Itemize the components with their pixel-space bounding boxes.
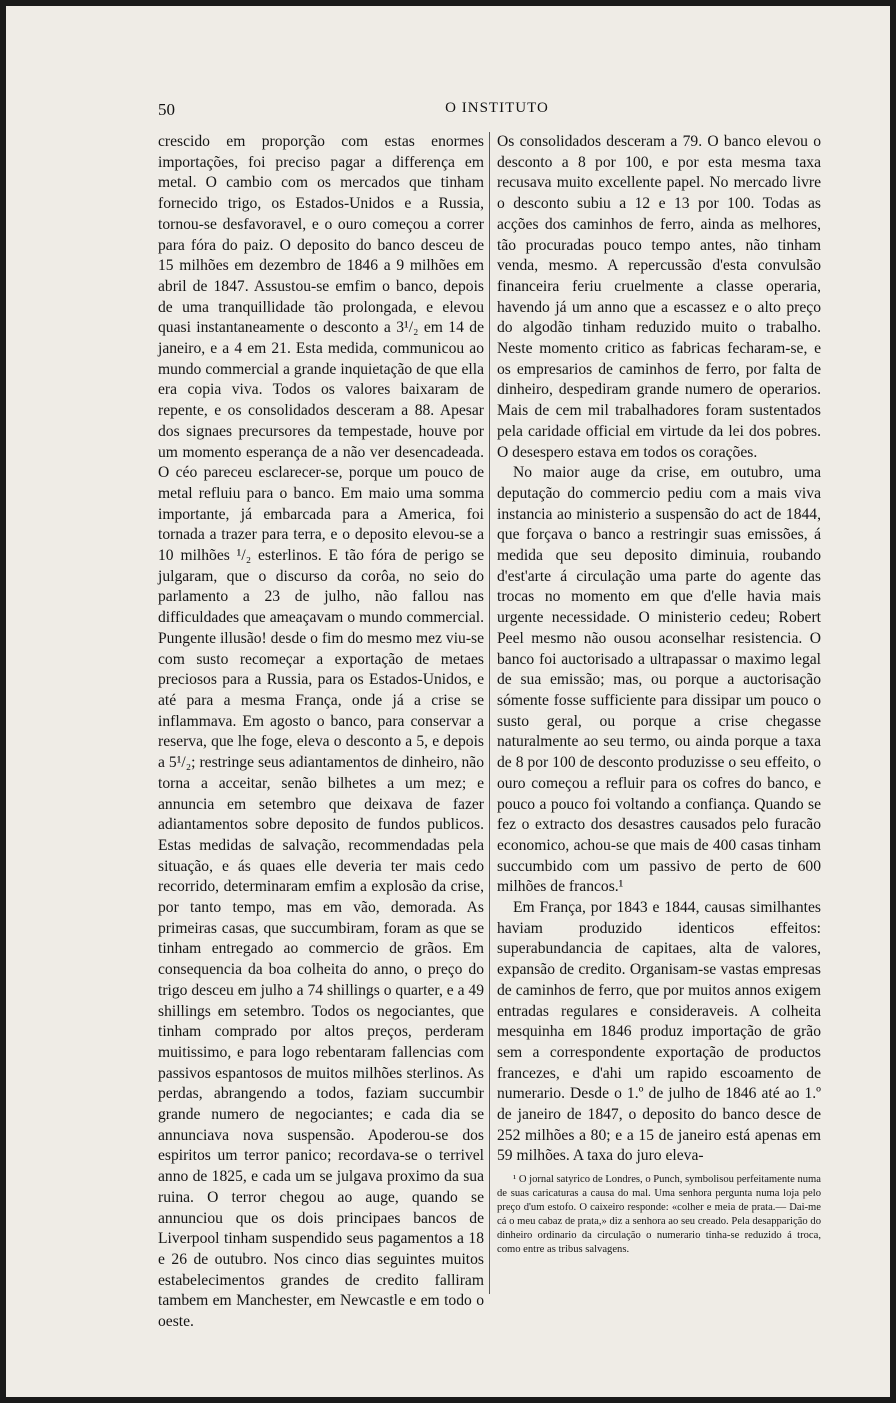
right-paragraph-2: No maior auge da crise, em outubro, uma deputação do commercio pediu com a mais viva instancia ao ministerio a suspensão do act de 1844, que forçava o banco a restringir suas emissões, á medida que seu deposito diminuia, roubando d'est'arte á circulação uma parte do agente das trocas no momento em que d'elle havia mais urgente necessidade. O ministerio cedeu; Robert Peel mesmo não ousou aconselhar resistencia. O banco foi auctorisado a ultrapassar o maximo legal de sua emissão; mas, ou porque a auctorisação sómente fosse sufficiente para dissipar um pouco o susto geral, ou porque a crise chegasse naturalmente ao seu termo, ou ainda porque a taxa de 8 por 100 de desconto produzisse o seu effeito, o ouro começou a refluir para os cofres do banco, e pouco a pouco foi voltando a confiança. Quando se fez o extracto dos desastres causados pelo furacão economico, achou-se que mais de 400 casas tinham succumbido com um passivo de perto de 600 milhões de francos.¹ — [497, 464, 821, 896]
right-column — [497, 132, 821, 1257]
left-paragraph-1: crescido em proporção com estas enormes importações, foi preciso pagar a differença em metal. O cambio com os mercados que tinham fornecido trigo, os Estados-Unidos e a Russia, tornou-se desfavoravel, e o ouro começou a correr para fóra do paiz. O deposito do banco desceu de 15 milhões em dezembro de 1846 a 9 milhões em abril de 1847. Assustou-se emfim o banco, depois de uma tranquillidade tão prolongada, e elevou quasi instantaneamente o desconto a 3¹/₂ em 14 de janeiro, e a 4 em 21. Esta medida, communicou ao mundo commercial a grande inquietação de que ella era copia viva. Todos os valores baixaram de repente, e os consolidados desceram a 88. Apesar dos signaes precursores da tempestade, houve por um momento esperança de a não ver desencadeada. O céo pareceu esclarecer-se, porque um pouco de metal refluiu para o banco. Em maio uma somma importante, já embarcada para a America, foi tornada a trazer para terra, e o deposito elevou-se a 10 milhões ¹/₂ esterlinos. E tão fóra de perigo se julgaram, que o discurso da corôa, no seio do parlamento a 23 de julho, não fallou nas difficuldades que ameaçavam o mundo commercial. Pungente illusão! desde o fim do mesmo mez viu-se com susto recomeçar a exportação de metaes preciosos para a Russia, para os Estados-Unidos, e até para a mesma França, onde já a crise se inflammava. Em agosto o banco, para conservar a reserva, que lhe foge, eleva o desconto a 5, e depois a 5¹/₂; restringe seus adiantamentos de dinheiro, não torna a acceitar, senão bilhetes a um mez; e annuncia em setembro que deixava de fazer adiantamentos sobre deposito de fundos publicos. Estas medidas de salvação, recommendadas pela situação, e ás quaes elle deveria ter mais cedo recorrido, determinaram emfim a explosão da crise, por tanto tempo, mas em vão, demorada. As primeiras casas, que succumbiram, foram as que se tinham entregado ao commercio de grãos. Em consequencia da boa colheita do anno, o preço do trigo desceu em julho a 74 shillings o quarter, e a 49 shillings em setembro. Todos os negociantes, que tinham comprado por altos preços, perderam muitissimo, e para logo rebentaram fallencias com passivos espantosos de muitos milhões sterlinos. As perdas, abrangendo a todos, faziam succumbir grande numero de negociantes; e cada dia se annunciava nova suspensão. Apoderou-se dos espiritos um terror panico; recordava-se o terrivel anno de 1825, e cada um se julgava proximo da sua ruina. O terror chegou ao auge, quando se annunciou que os dois principaes bancos de Liverpool tinham suspendido seus pagamentos a 18 e 26 de outubro. Nos cinco dias seguintes muitos estabelecimentos grandes de credito falliram tambem em Manchester, em Newcastle e em todo o oeste. — [158, 133, 484, 1331]
left-column — [158, 132, 484, 1333]
page-header — [158, 100, 836, 124]
right-paragraph-3: Em França, por 1843 e 1844, causas similhantes haviam produzido identicos effeitos: superabundancia de capitaes, alta de valores, expansão de credito. Organisam-se vastas empresas de caminhos de ferro, que por muitos annos exigem entradas regulares e consideraveis. A colheita mesquinha em 1846 produz importação de grão sem a correspondente exportação de productos francezes, e d'ahi um rapido escoamento de numerario. Desde o 1.º de julho de 1846 até ao 1.º de janeiro de 1847, o deposito do banco desce de 252 milhões a 80; e a 15 de janeiro está apenas em 59 milhões. A taxa do juro eleva- — [497, 899, 821, 1165]
running-title: O INSTITUTO — [445, 100, 549, 116]
column-divider — [489, 132, 490, 1294]
footnotes — [497, 1173, 821, 1257]
page-number: 50 — [158, 100, 175, 119]
right-paragraph-1: Os consolidados desceram a 79. O banco elevou o desconto a 8 por 100, e por esta mesma taxa recusava muito excellente papel. No mercado livre o desconto subiu a 12 e 13 por 100. Todas as acções dos caminhos de ferro, ainda as melhores, tão procuradas pouco tempo antes, não tinham venda, mesmo. A repercussão d'esta convulsão financeira feriu cruelmente a classe operaria, havendo já um anno que a escassez e o alto preço do algodão tinham reduzido muito o trabalho. Neste momento critico as fabricas fecharam-se, e os empresarios de caminhos de ferro, por falta de dinheiro, despediram grande numero de operarios. Mais de cem mil trabalhadores foram sustentados pela caridade official em virtude da lei dos pobres. O desespero estava em todos os corações. — [497, 133, 821, 461]
footnote-1: ¹ O jornal satyrico de Londres, o Punch, symbolisou perfeitamente numa de suas caricaturas a causa do mal. Uma senhora pergunta numa loja pelo preço d'um estofo. O caixeiro responde: «colher e meia de prata.— Dai-me cá o meu cabaz de prata,» diz a senhora ao seu creado. Pela desapparição do dinheiro ordinario da circulação o numerario tinha-se reduzido á troca, como entre as tribus salvagens. — [497, 1174, 821, 1256]
